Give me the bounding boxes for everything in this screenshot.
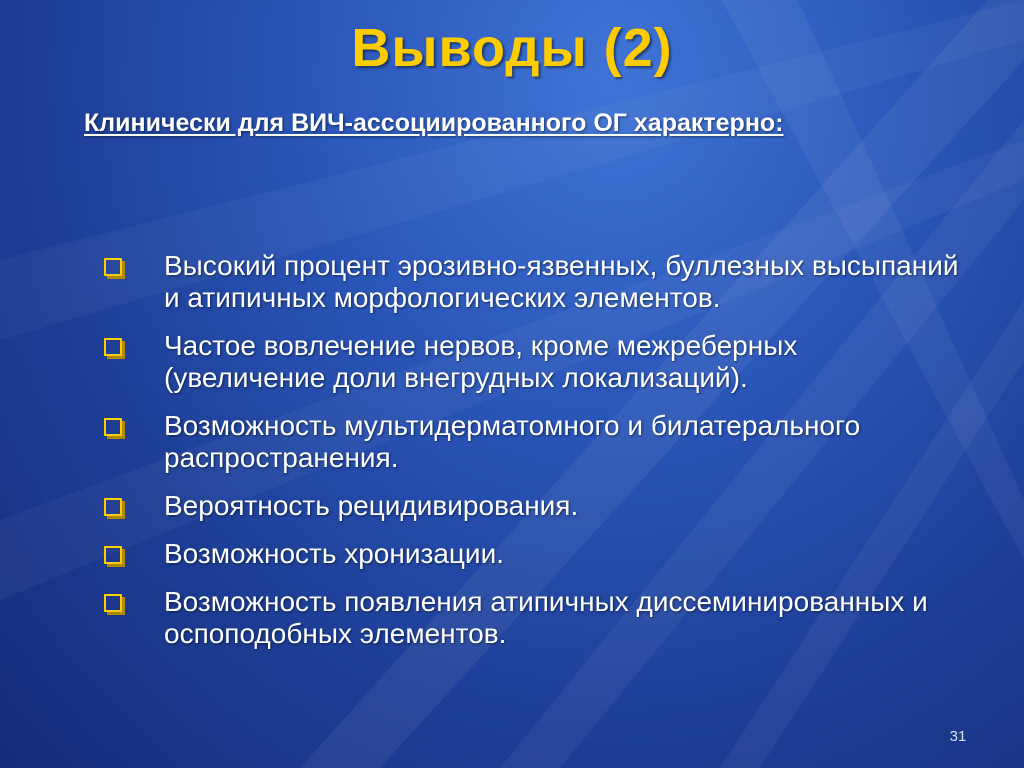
bullet-text: Высокий процент эрозивно-язвенных, буллезных высыпаний и атипичных морфологических элементов. bbox=[164, 250, 959, 313]
slide-subtitle: Клинически для ВИЧ-ассоциированного ОГ характерно: bbox=[84, 109, 784, 137]
bullet-text: Частое вовлечение нервов, кроме межреберных (увеличение доли внегрудных локализаций). bbox=[164, 330, 798, 393]
bullet-item bbox=[104, 330, 964, 394]
bullet-text: Возможность появления атипичных диссеминированных и оспоподобных элементов. bbox=[164, 586, 928, 649]
bullet-text: Вероятность рецидивирования. bbox=[164, 490, 579, 521]
checkbox-bullet-icon bbox=[104, 546, 122, 564]
checkbox-bullet-icon bbox=[104, 338, 122, 356]
bullet-item bbox=[104, 250, 964, 314]
bullet-item bbox=[104, 410, 964, 474]
bullet-text: Возможность мультидерматомного и билатерального распространения. bbox=[164, 410, 861, 473]
checkbox-bullet-icon bbox=[104, 498, 122, 516]
bullet-item bbox=[104, 538, 964, 570]
page-number: 31 bbox=[949, 728, 967, 745]
bullet-item bbox=[104, 490, 964, 522]
checkbox-bullet-icon bbox=[104, 418, 122, 436]
bullet-text: Возможность хронизации. bbox=[164, 538, 504, 569]
checkbox-bullet-icon bbox=[104, 594, 122, 612]
slide-title: Выводы (2) bbox=[351, 18, 673, 78]
bullet-item bbox=[104, 586, 964, 650]
checkbox-bullet-icon bbox=[104, 258, 122, 276]
bullet-list bbox=[104, 250, 964, 666]
